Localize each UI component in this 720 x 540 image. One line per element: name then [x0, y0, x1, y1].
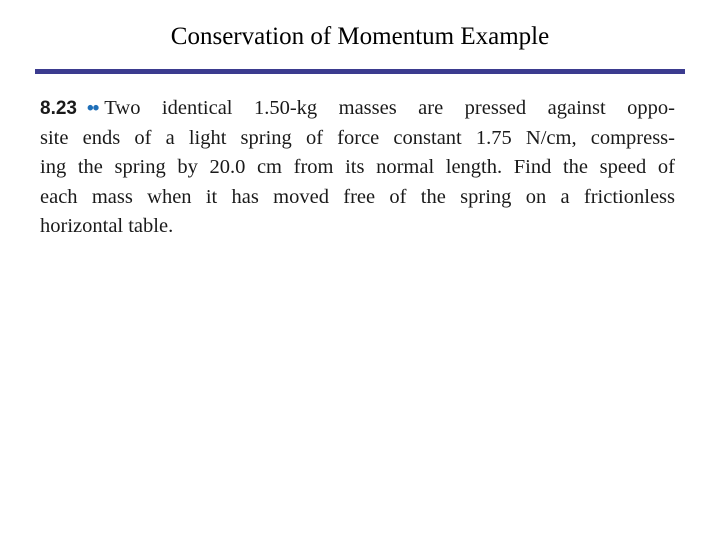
title-divider: [35, 69, 685, 74]
problem-line: horizontal table.: [40, 215, 174, 237]
problem-line: each mass when it has moved free of the spring on a frictionless: [40, 185, 675, 208]
problem-text: [40, 94, 675, 242]
problem-line: site ends of a light spring of force constant 1.75 N/cm, compress-: [40, 126, 675, 149]
problem-line-text: Two identical 1.50-kg masses are pressed against oppo-: [104, 97, 675, 119]
difficulty-dots-icon: ••: [86, 98, 99, 119]
problem-number: 8.23: [40, 98, 77, 119]
problem-line: ing the spring by 20.0 cm from its normal length. Find the speed of: [40, 156, 675, 178]
problem-line: [40, 94, 675, 124]
slide-title: Conservation of Momentum Example: [170, 23, 550, 50]
